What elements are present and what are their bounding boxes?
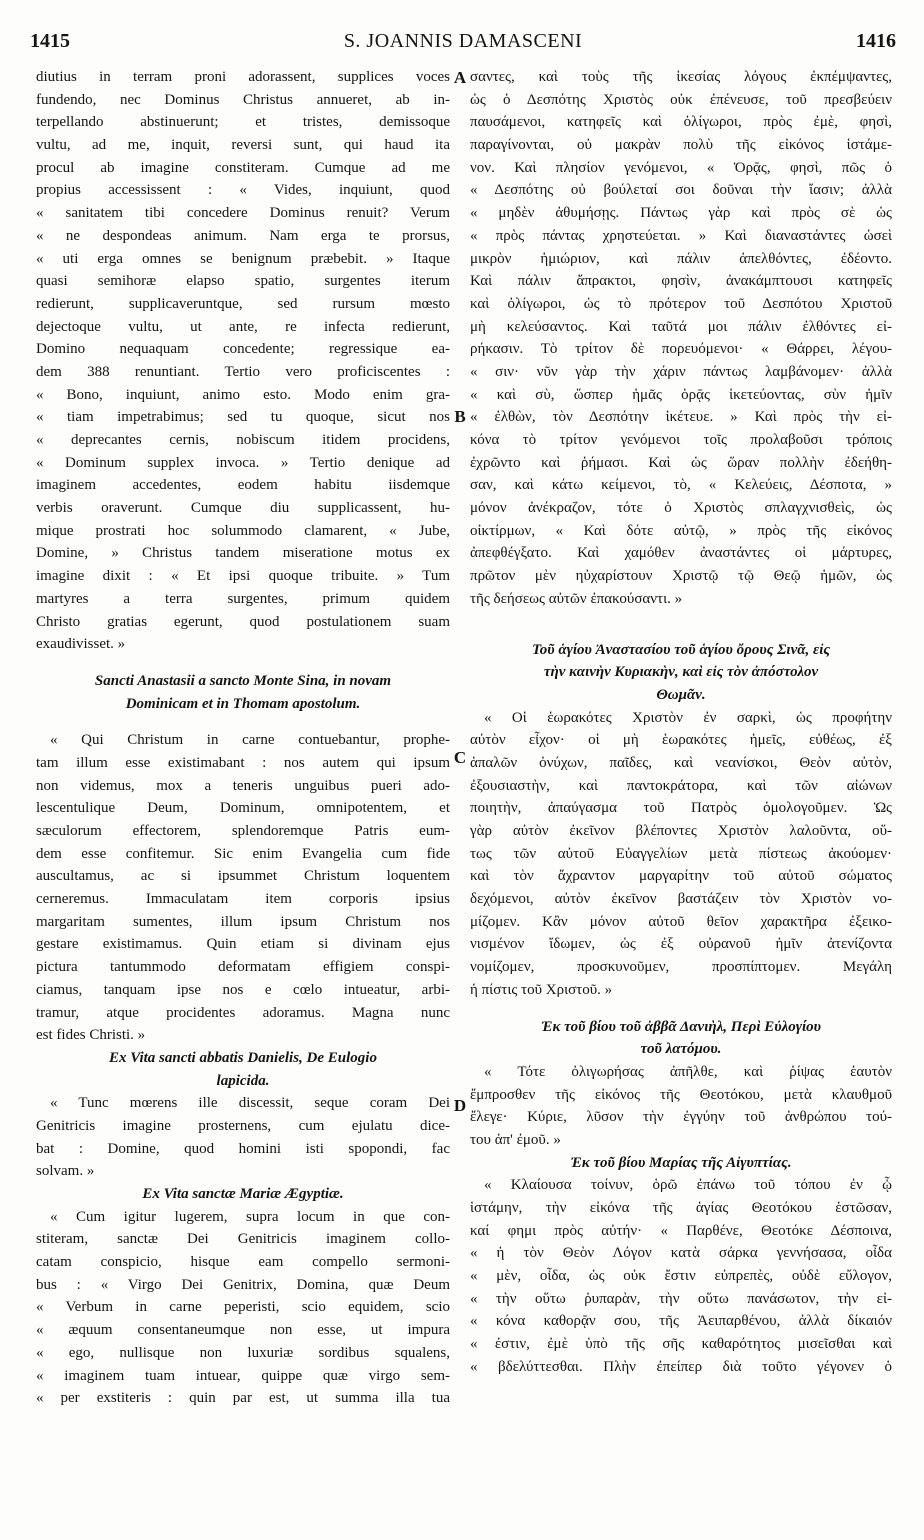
text-line: ρήκασιν. Τὸ τρίτον δὲ πορευόμενοι· « Θάρρει, λέγου- <box>470 341 892 358</box>
text-line: margaritam sumentes, illum ipsum Christum nos <box>36 913 450 930</box>
text-line: « ἐστιν, ἐμὲ ὑπὸ τῆς σῆς καθαρότητος μισεῖσθαι καὶ <box>470 1336 892 1353</box>
text-line: vultu, ad me, inquit, reversi sunt, qui haud ita <box>36 137 450 154</box>
gutter-letter-b: B <box>454 407 466 426</box>
text-line: Sancti Anastasii a sancto Monte Sina, in novam <box>94 672 392 689</box>
text-line: σαντες, καὶ τοὺς τῆς ἱκεσίας λόγους ἐκπέμψαντες, <box>470 69 892 85</box>
text-line <box>470 625 892 639</box>
text-line: του ἀπ' ἐμοῦ. » <box>470 1131 561 1148</box>
text-line: καὶ ὀλίγωροι, ὡς τὸ πρότερον τοῦ Δεσπότου Χριστοῦ <box>470 295 892 312</box>
text-line: « βδελύττεσθαι. Πλὴν ἐπείπερ διὰ τοῦτο γέγονεν ὁ <box>470 1358 892 1375</box>
text-line: Domine, » Christus tandem miseratione motus ex <box>36 545 450 562</box>
text-line: tramur, atque procidentes adoramus. Magna nunc <box>36 1004 450 1021</box>
text-line: ποιητὴν, ἀπαύγασμα τοῦ Πατρὸς ὁμολογοῦμεν. Ὡς <box>470 800 892 817</box>
text-line: καὶ τὸν ἄχραντον μαργαρίτην τοῦ αὐτοῦ σώματος <box>470 868 892 885</box>
text-line: ἐχρῶντο καὶ ῥήμασι. Καὶ ὡς ὥραν πολλὴν ἐδεήθη- <box>470 454 892 471</box>
text-line: « ἡ τὸν Θεὸν Λόγον κατὰ σάρκα γεννήσασα, οἶδα <box>470 1245 892 1262</box>
text-line: « Κλαίουσα τοίνυν, ὁρῶ ἐπάνω τοῦ τόπου ἐν ᾧ <box>484 1177 892 1194</box>
text-line: non videmus, mox a teneris unguibus pueri ado- <box>36 777 450 794</box>
text-line: ciamus, tanquam ipse nos e cœlo intueatur, arbi- <box>36 981 450 998</box>
text-line: « ἐλθὼν, τὸν Δεσπότην ἱκέτευε. » Καὶ πρὸς τὴν εἰ- <box>470 409 892 426</box>
text-line: diutius in terram proni adorassent, supplices voces <box>36 69 450 85</box>
text-line: stiteram, sanctæ Dei Genitricis imaginem collo- <box>36 1231 450 1248</box>
text-line: Dominicam et in Thomam apostolum. <box>125 695 361 712</box>
gutter-letter-a: A <box>453 68 467 87</box>
text-line <box>470 1002 892 1016</box>
text-line: « μηδὲν ἀθυμήσῃς. Πάντως γὰρ καὶ πρὸς σὲ ὡς <box>470 205 892 222</box>
text-line: μὴ κελεύσαντος. Καὶ ταῦτά μοι πάλιν ἐλθόντες εἰ- <box>470 318 892 335</box>
text-line: τοῦ λατόμου. <box>640 1041 722 1058</box>
text-line: procul ab imagine constiteram. Cumque ad me <box>36 159 450 176</box>
text-line: « Τότε ὀλιγωρήσας ἀπῆλθε, καὶ ῥίψας ἑαυτὸν <box>484 1063 892 1080</box>
text-line: « tiam impetrabimus; sed tu quoque, sicut nos <box>36 409 450 426</box>
text-line: dem 388 renuntiant. Tertio vero proficiscentes : <box>36 363 450 380</box>
text-line: dejectoque vultu, ut ante, re infecta redierunt, <box>36 318 450 335</box>
latin-column <box>36 66 450 1410</box>
text-line: « καὶ σὺ, ὥσπερ ἡμᾶς ὁρᾷς ἱκετεύοντας, σὺν ἡμῖν <box>470 386 892 403</box>
gutter-letter-c: C <box>453 748 467 767</box>
text-line: παυσάμενοι, κατηφεῖς καὶ ὀλίγωροι, πρὸς ἐμὲ, φησὶ, <box>470 114 892 131</box>
text-line: lapicida. <box>216 1072 270 1089</box>
text-line: Ἐκ τοῦ βίου τοῦ ἀββᾶ Δανιὴλ, Περὶ Εὐλογίου <box>541 1018 821 1035</box>
text-line: Ἐκ τοῦ βίου Μαρίας τῆς Αἰγυπτίας. <box>570 1154 792 1171</box>
text-line: τῆς δεήσεως αὐτῶν ἐπακούσαντι. » <box>470 590 683 607</box>
running-title: S. JOANNIS DAMASCENI <box>343 30 583 52</box>
text-line: « deprecantes cernis, nobiscum itidem procidens, <box>36 432 450 448</box>
text-line: Ex Vita sanctæ Mariæ Ægyptiæ. <box>142 1186 344 1202</box>
text-line: « Verbum in carne peperisti, scio equidem, scio <box>36 1299 450 1316</box>
text-line: dem esse confitemur. Sic enim Evangelia cum fide <box>36 845 450 862</box>
text-line <box>470 611 892 625</box>
text-line: νομίζομεν, προσκυνοῦμεν, προσπίπτομεν. Μεγάλη <box>470 959 892 976</box>
text-line: quasi semihoræ elapso spatio, surgentes iterum <box>36 273 450 290</box>
text-line: ἀπεφθέγξατο. Καὶ χαμόθεν ἀναστάντες οἱ μάρτυρες, <box>470 545 892 562</box>
text-line: δεχόμενοι, αὐτὸν ἐκεῖνον βαστάζειν τὸν Χριστὸν νο- <box>470 891 892 908</box>
text-line: τως τῶν αὐτοῦ Εὐαγγελίων μετὰ πίστεως ἀκούομεν· <box>470 845 892 862</box>
text-line: Ex Vita sancti abbatis Danielis, De Eulogio <box>109 1049 377 1066</box>
text-line: Domino nequaquam concedente; regressique ea- <box>36 341 450 358</box>
text-line: verbis oraverunt. Cumque diu supplicassent, hu- <box>36 500 450 517</box>
text-line <box>36 656 450 670</box>
text-line: ἁπαλῶν ὀνύχων, παῖδες, καὶ νεανίσκοι, Θεὸν αὐτὸν, <box>470 754 892 771</box>
text-line <box>36 715 450 729</box>
greek-column <box>470 66 892 1379</box>
text-line: « Qui Christum in carne contuebantur, prophe- <box>50 732 450 749</box>
text-line: αὐτὸν εἶχον· οἱ μὴ ἑωρακότες ἡμεῖς, εὐθέως, ἐξ <box>470 732 892 749</box>
text-line: est fides Christi. » <box>36 1027 146 1044</box>
text-line: catam conspicio, hisque eam compello sermoni- <box>36 1254 450 1271</box>
text-line: « per exstiteris : quin par est, ut summa illa tua <box>36 1390 450 1407</box>
text-line: « κόνα καθορᾷν σου, τῆς Ἀειπαρθένου, ἀλλὰ δίκαιόν <box>470 1313 892 1330</box>
text-line: Genitricis imagine prosternens, cum ejulatu dice- <box>36 1117 450 1134</box>
text-line: lescentulique Deum, Dominum, omnipotentem, et <box>36 800 450 817</box>
text-line: cerneremus. Immaculatam item corporis ipsius <box>36 891 450 908</box>
text-line: « ego, nullisque non luxuriæ sordibus squalens, <box>36 1344 450 1361</box>
text-line: terpellando abstinuerunt; et tristes, demissoque <box>36 114 450 131</box>
text-line: martyres a terra surgentes, primum quidem <box>36 590 450 607</box>
text-line: « sanitatem tibi concedere Dominus renuit? Verum <box>36 205 450 222</box>
text-line: ἡ πίστις τοῦ Χριστοῦ. » <box>470 981 613 998</box>
text-line: παραγίνονται, οὐ μακρὰν πολὺ τῆς εἰκόνος ἱστάμε- <box>470 137 892 154</box>
text-line: μικρὸν ἡμιώριον, καὶ πάλιν ἀπελθόντες, ἐδέοντο. <box>470 250 892 267</box>
text-line: « Cum igitur lugerem, supra locum in que con- <box>50 1208 450 1225</box>
text-line: οἰκτίρμων, « Καὶ δότε αὐτῷ, » πρὸς τῆς εἰκόνος <box>470 522 892 539</box>
text-line: « uti erga omnes se benignum præbebit. » Itaque <box>36 250 450 267</box>
text-line: Τοῦ ἁγίου Ἀναστασίου τοῦ ἁγίου ὄρους Σινᾶ, εἰς <box>531 641 831 658</box>
text-line: ὡς ὁ Δεσπότης Χριστὸς οὐκ ἐπένευσε, τοῦ πρεσβεύειν <box>470 91 892 108</box>
text-line: tam illum esse existimabant : nos autem qui ipsum <box>36 754 450 771</box>
text-line: ἐξουσιαστὴν, καὶ παντοκράτορα, καὶ τῶν αἰώνων <box>470 777 892 794</box>
text-line: κόνα τὸ τρίτον γενόμενοι τοῖς προλαβοῦσι τρόποις <box>470 432 892 448</box>
text-line: fundendo, nec Dominus Christus annueret, ab in- <box>36 91 450 108</box>
text-line: solvam. » <box>36 1163 95 1180</box>
text-line: « τὴν οὕτω ῥυπαρὰν, τὴν οὕτω πανάσωτον, τὴν εἰ- <box>470 1290 892 1307</box>
text-line: ἱστάμην, τὴν εἰκόνα τῆς ἁγίας Θεοτόκου ἑστῶσαν, <box>470 1200 892 1216</box>
text-line: γὰρ αὐτὸν ἐκεῖνον βλέποντες Χριστὸν λαλοῦντα, οὕ- <box>470 823 892 839</box>
text-line: bus : « Virgo Dei Genitrix, Domina, quæ Deum <box>36 1276 450 1293</box>
text-line: πρῶτον μὲν ηὐχαρίστουν Χριστῷ τῷ Θεῷ ἡμῶν, ὡς <box>470 568 892 585</box>
text-line: « πρὸς πάντας χρηστεύεται. » Καὶ διαναστάντες ὡσεὶ <box>470 227 892 244</box>
text-line: imaginem accedentes, eodem habitu iisdemque <box>36 477 450 494</box>
text-line: sæculorum effectorem, splendoremque Patris eum- <box>36 823 450 839</box>
text-line: pictura tantummodo deformatam effigiem conspi- <box>36 959 450 976</box>
page-number-right: 1416 <box>856 30 896 52</box>
text-line: καί φημι πρὸς αὐτήν· « Παρθένε, Θεοτόκε Δέσποινα, <box>470 1222 892 1239</box>
text-line: gestare existimamus. Quin etiam si divinam ejus <box>36 936 450 953</box>
text-line: ἔλεγε· Κύριε, λῦσον τὴν ἐγγύην τοῦ ἀνθρώπου τού- <box>470 1109 892 1126</box>
text-line: « imaginem tuam intuear, quippe quæ virgo sem- <box>36 1367 450 1384</box>
gutter-letter-d: D <box>453 1096 467 1115</box>
text-line: « Bono, inquiunt, animo esto. Modo enim gra- <box>36 386 450 403</box>
text-line: « μὲν, οἶδα, ὡς οὐκ ἔστιν εὐπρεπὲς, οὐδὲ εὔλογον, <box>470 1268 892 1285</box>
text-line: « æquum consentaneumque non esse, ut impura <box>36 1322 450 1339</box>
text-line: exaudivisset. » <box>36 636 126 653</box>
text-line: νισμένον ἴδωμεν, ὡς ἐξ οὐρανοῦ ἡμῖν ἀτενίζοντα <box>470 936 892 953</box>
text-line: « ne despondeas animum. Nam erga te prorsus, <box>36 227 450 244</box>
text-line: mique prostrati hoc solummodo clamarent, « Jube, <box>36 522 450 539</box>
text-line: bat : Domine, quod homini isti spopondi, fac <box>36 1140 450 1157</box>
text-line: τὴν καινὴν Κυριακὴν, καὶ εἰς τὸν ἀπόστολον <box>543 664 819 681</box>
text-line: νον. Καὶ πλησίον γενόμενοι, « Ὁρᾷς, φησὶ, πῶς ὁ <box>470 159 892 176</box>
text-line: « Δεσπότης οὐ βούλεταί σοι δοῦναι τὴν ἴασιν; ἀλλὰ <box>470 182 892 199</box>
text-line: « σιν· νῦν γὰρ τὴν χάριν πάντως λαμβάνομεν· ἀλλὰ <box>470 363 892 380</box>
text-line: μίζομεν. Κἂν μόνον αὐτοῦ θεῖον χαρακτῆρα ἐξεικο- <box>470 913 892 930</box>
page-number-left: 1415 <box>30 30 70 52</box>
text-line: « Οἱ ἑωρακότες Χριστὸν ἐν σαρκὶ, ὡς προφήτην <box>484 709 892 726</box>
text-line: Christo gratias egerunt, quod postulationem suam <box>36 613 450 630</box>
running-header <box>30 30 896 60</box>
text-line: propius accessissent : « Vides, inquiunt, quod <box>36 182 450 199</box>
text-line: μόνον ἀνέκραζον, τότε ὁ Χριστὸς σπλαγχνισθεὶς, ὡς <box>470 500 892 517</box>
text-line: « Tunc mœrens ille discessit, seque coram Dei <box>50 1095 450 1112</box>
text-line: ἔμπροσθεν τῆς εἰκόνος τῆς Θεοτόκου, μετὰ κλαυθμοῦ <box>470 1086 892 1103</box>
text-line: imagine dixit : « Et ipsi quoque tribuite. » Tum <box>36 568 450 585</box>
text-line: redierunt, supplicaveruntque, sed rursum mœsto <box>36 295 450 312</box>
text-line: Καὶ πάλιν ἄπρακτοι, φησὶν, ἀνακάμπτουσι κατηφεῖς <box>470 273 892 290</box>
text-line: Θωμᾶν. <box>656 686 706 703</box>
text-line: σαν, καὶ κάτω κείμενοι, τὸ, « Κελεύεις, Δέσποτα, » <box>470 477 892 494</box>
text-line: « Dominum supplex invoca. » Tertio denique ad <box>36 454 450 471</box>
text-line: auscultamus, ac si ipsummet Christum loquentem <box>36 868 450 885</box>
